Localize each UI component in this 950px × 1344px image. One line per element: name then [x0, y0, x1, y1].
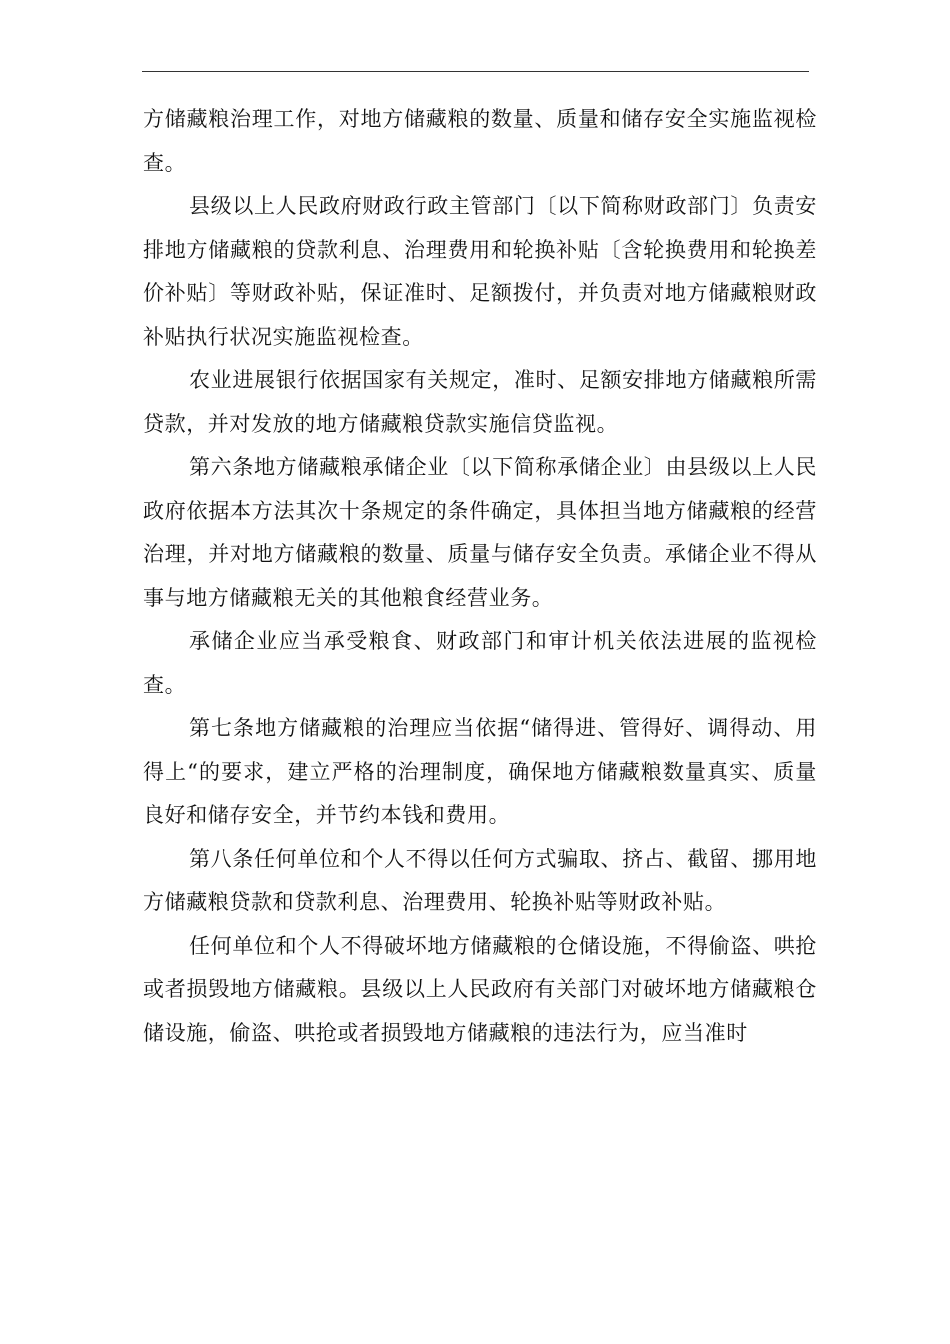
paragraph: 农业进展银行依据国家有关规定，准时、足额安排地方储藏粮所需贷款，并对发放的地方储藏粮贷款实施信贷监视。	[143, 368, 817, 436]
paragraph: 任何单位和个人不得破坏地方储藏粮的仓储设施，不得偷盗、哄抢或者损毁地方储藏粮。县级以上人民政府有关部门对破坏地方储藏粮仓储设施，偷盗、哄抢或者损毁地方储藏粮的违法行为，应当准时	[143, 933, 817, 1045]
paragraph: 第八条任何单位和个人不得以任何方式骗取、挤占、截留、挪用地方储藏粮贷款和贷款利息、治理费用、轮换补贴等财政补贴。	[143, 846, 817, 914]
paragraph: 第六条地方储藏粮承储企业〔以下简称承储企业〕由县级以上人民政府依据本方法其次十条规定的条件确定，具体担当地方储藏粮的经营治理，并对地方储藏粮的数量、质量与储存安全负责。承储企业不得从事与地方储藏粮无关的其他粮食经营业务。	[143, 455, 817, 610]
paragraph: 第七条地方储藏粮的治理应当依据“储得进、管得好、调得动、用得上“的要求，建立严格的治理制度，确保地方储藏粮数量真实、质量良好和储存安全，并节约本钱和费用。	[143, 716, 817, 827]
header-rule	[142, 71, 809, 72]
paragraph: 县级以上人民政府财政行政主管部门〔以下简称财政部门〕负责安排地方储藏粮的贷款利息、治理费用和轮换补贴〔含轮换费用和轮换差价补贴〕等财政补贴，保证准时、足额拨付，并负责对地方储藏粮财政补贴执行状况实施监视检查。	[143, 194, 817, 349]
paragraph: 方储藏粮治理工作，对地方储藏粮的数量、质量和储存安全实施监视检查。	[143, 107, 817, 175]
paragraph: 承储企业应当承受粮食、财政部门和审计机关依法进展的监视检查。	[143, 629, 817, 697]
document-body	[143, 98, 817, 1055]
